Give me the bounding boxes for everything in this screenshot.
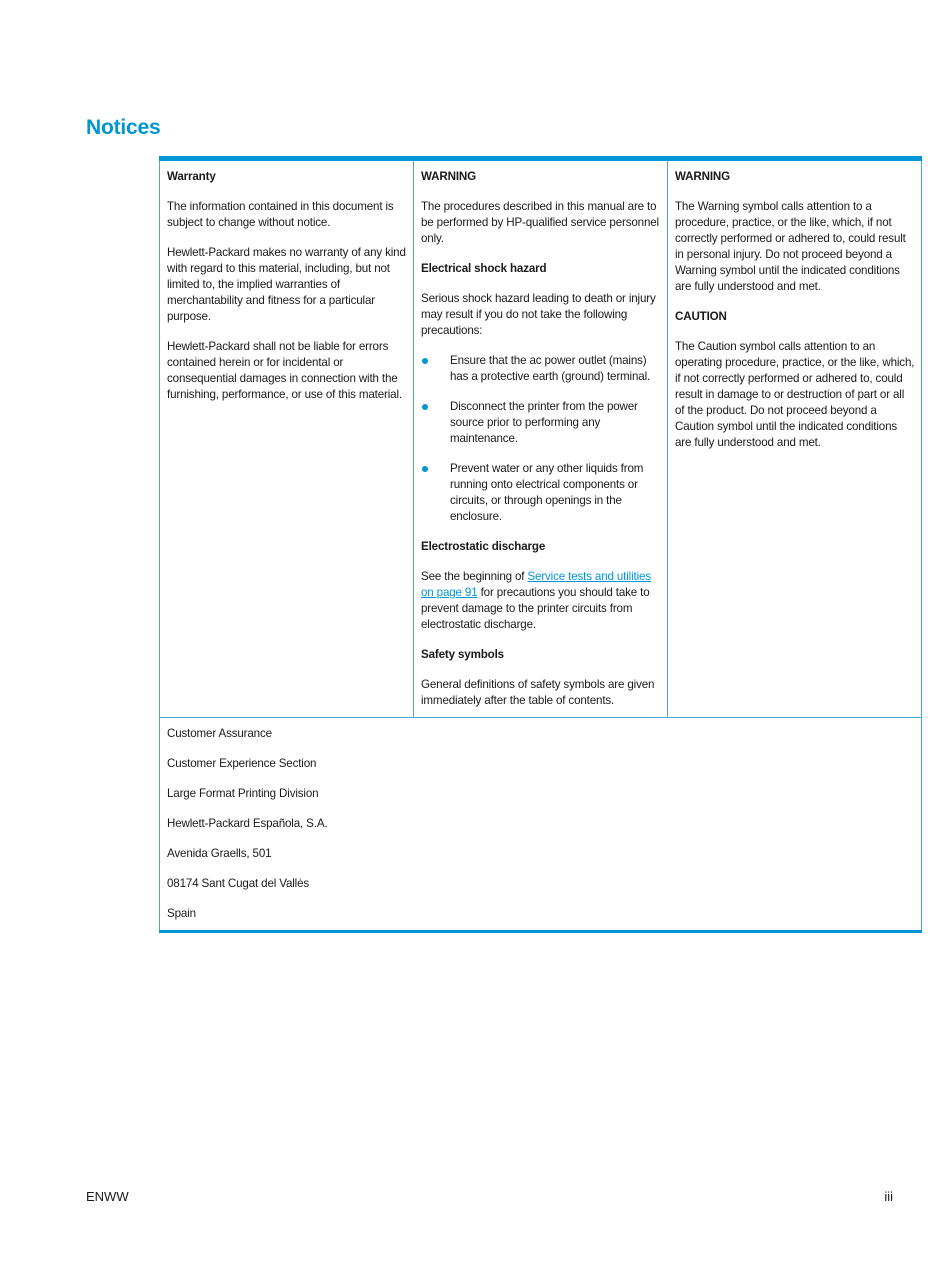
precautions-list <box>421 353 661 525</box>
shock-hazard-heading: Electrical shock hazard <box>421 262 547 275</box>
address-line: Customer Experience Section <box>167 757 317 770</box>
esd-heading: Electrostatic discharge <box>421 540 546 553</box>
precaution-text: Ensure that the ac power outlet (mains) has a protective earth (ground) terminal. <box>450 354 651 383</box>
page-title: Notices <box>86 116 161 139</box>
warning-symbol-text: The Warning symbol calls attention to a procedure, practice, or the like, which, if not correctly performed or adhered to, could result in personal injury. Do not proceed beyond a Warning symbol until the indicated conditions are fully understood and met. <box>675 200 906 293</box>
precaution-text: Disconnect the printer from the power source prior to performing any maintenance. <box>450 400 638 445</box>
warning-symbol-title: WARNING <box>675 170 730 183</box>
warranty-paragraph: Hewlett-Packard shall not be liable for errors contained herein or for incidental or consequential damages in connection with the furnishing, performance, or use of this material. <box>167 340 402 401</box>
list-item <box>421 353 661 385</box>
shock-hazard-text: Serious shock hazard leading to death or injury may result if you do not take the following precautions: <box>421 292 656 337</box>
address-line: 08174 Sant Cugat del Vallės <box>167 877 310 890</box>
address-row <box>160 718 922 932</box>
caution-symbol-title: CAUTION <box>675 310 727 323</box>
esd-prefix: See the beginning of <box>421 570 528 583</box>
address-line: Spain <box>167 907 196 920</box>
list-item <box>421 461 661 525</box>
caution-symbol-text: The Caution symbol calls attention to an operating procedure, practice, or the like, which, if not correctly performed or adhered to, could result in damage to or destruction of part or all of the product. Do not proceed beyond a Caution symbol until the indicated conditions are fully understood and met. <box>675 340 915 449</box>
esd-text <box>421 569 661 633</box>
warranty-paragraph: The information contained in this document is subject to change without notice. <box>167 200 394 229</box>
bullet-icon <box>422 358 428 364</box>
address-line: Hewlett-Packard Española, S.A. <box>167 817 328 830</box>
bullet-icon <box>422 404 428 410</box>
address-cell <box>160 718 922 932</box>
page-number: iii <box>884 1189 893 1204</box>
precaution-text: Prevent water or any other liquids from running onto electrical components or circuits, or through openings in the enclosure. <box>450 462 644 523</box>
warranty-cell <box>160 159 414 718</box>
notices-table <box>159 156 922 933</box>
esd-suffix: for precautions you should take to prevent damage to the printer circuits from electrostatic discharge. <box>421 586 650 631</box>
service-tests-link[interactable]: Service tests and utilities on page 91 <box>421 570 651 599</box>
safety-symbols-text: General definitions of safety symbols are given immediately after the table of contents. <box>421 678 655 707</box>
symbols-cell <box>668 159 922 718</box>
warning-title: WARNING <box>421 170 476 183</box>
list-item <box>421 399 661 447</box>
warranty-title: Warranty <box>167 170 216 183</box>
warranty-paragraph: Hewlett-Packard makes no warranty of any kind with regard to this material, including, but not limited to, the implied warranties of merchantability and fitness for a particular purpose. <box>167 246 406 323</box>
bullet-icon <box>422 466 428 472</box>
warning-intro: The procedures described in this manual are to be performed by HP-qualified service personnel only. <box>421 200 659 245</box>
notices-row <box>160 159 922 718</box>
address-line: Avenida Graells, 501 <box>167 847 272 860</box>
warning-procedures-cell <box>414 159 668 718</box>
address-line: Customer Assurance <box>167 727 272 740</box>
safety-symbols-heading: Safety symbols <box>421 648 504 661</box>
address-line: Large Format Printing Division <box>167 787 319 800</box>
footer-locale: ENWW <box>86 1189 129 1204</box>
